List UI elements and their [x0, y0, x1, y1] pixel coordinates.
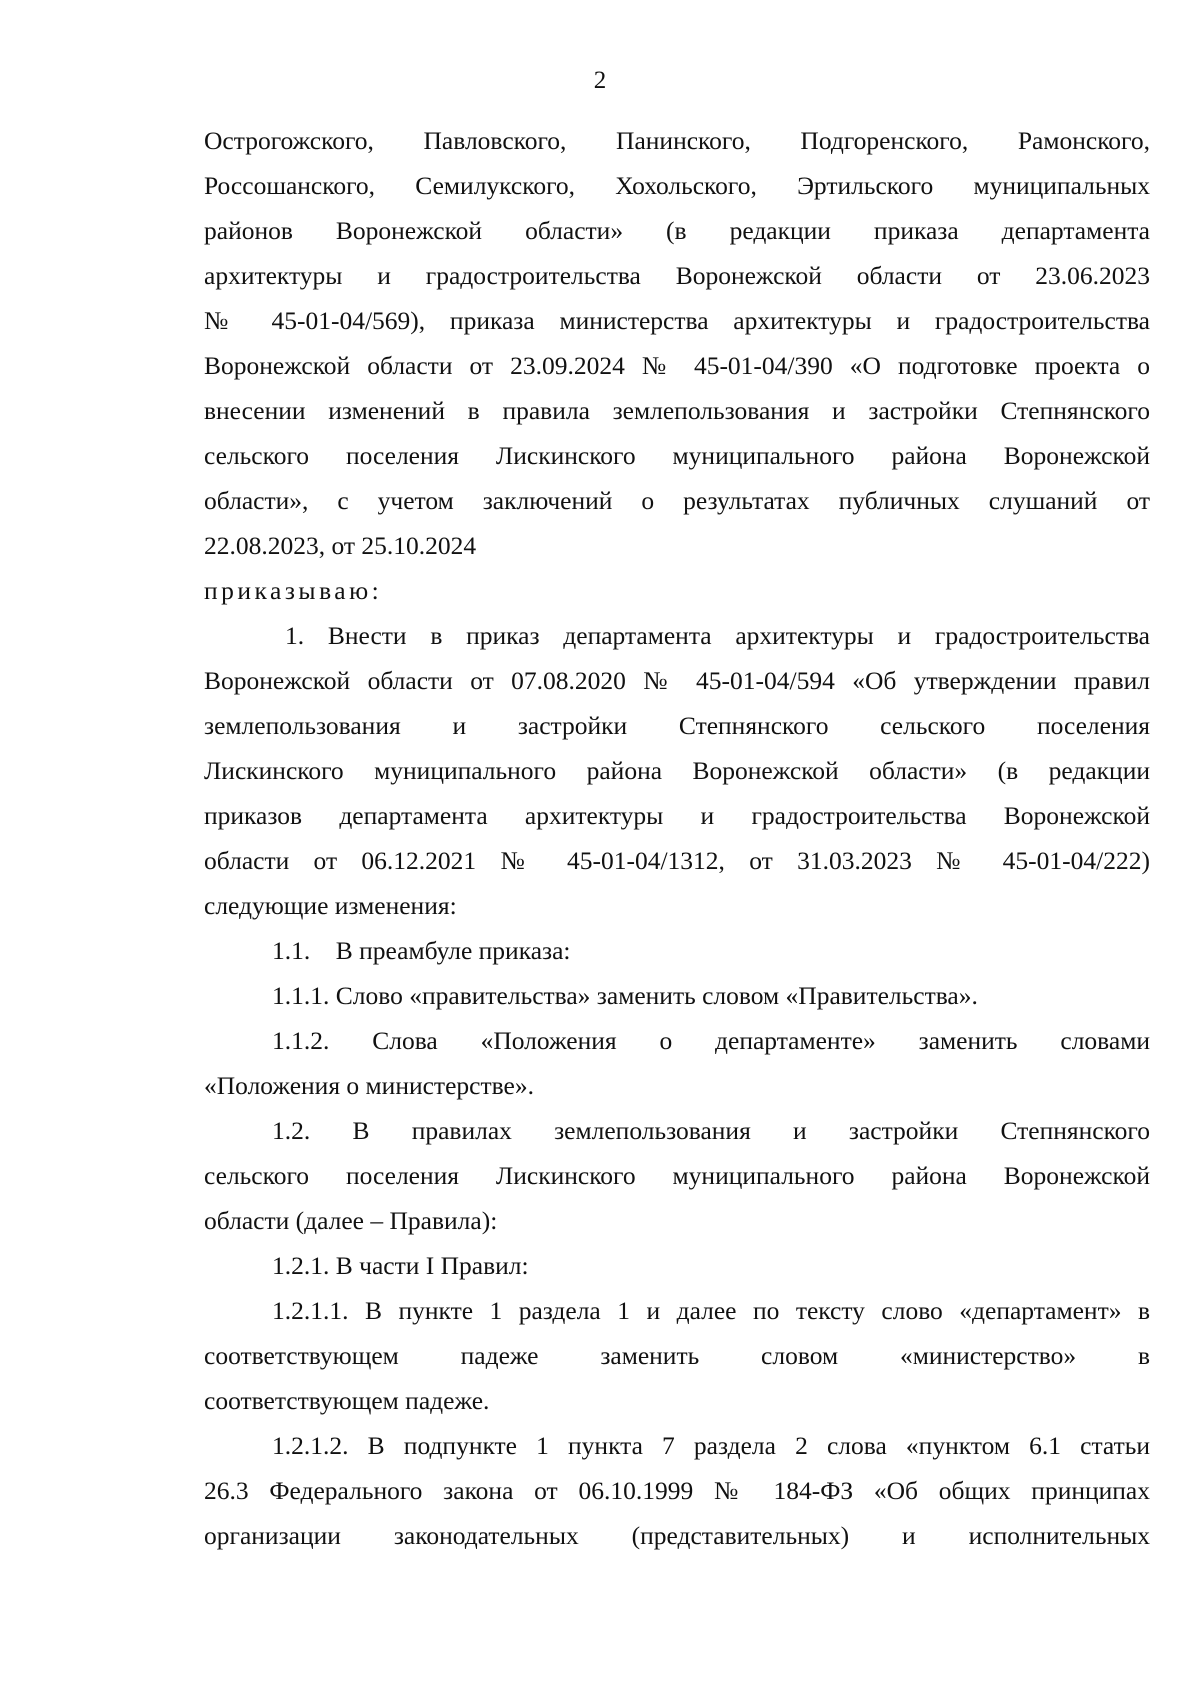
text-line: архитектуры и градостроительства Воронежской области от 23.06.2023 — [204, 261, 1150, 290]
text-line: № 45-01-04/569), приказа министерства архитектуры и градостроительства — [204, 306, 1150, 335]
item-1-1-2: 1.1.2. Слова «Положения о департаменте» заменить словами — [272, 1026, 1150, 1055]
text-line: организации законодательных (представительных) и исполнительных — [204, 1521, 1150, 1550]
item-1-2-1: 1.2.1. В части I Правил: — [272, 1251, 529, 1280]
text-line: области от 06.12.2021 № 45-01-04/1312, от 31.03.2023 № 45-01-04/222) — [204, 846, 1150, 875]
text-line: соответствующем падеже. — [204, 1386, 490, 1415]
text-line: Лискинского муниципального района Воронежской области» (в редакции — [204, 756, 1150, 785]
order-keyword: приказываю: — [204, 576, 383, 605]
text-line: области (далее – Правила): — [204, 1206, 498, 1235]
text-line: сельского поселения Лискинского муниципального района Воронежской — [204, 1161, 1150, 1190]
text-line: сельского поселения Лискинского муниципального района Воронежской — [204, 441, 1150, 470]
text-line: следующие изменения: — [204, 891, 457, 920]
item-1-2: 1.2. В правилах землепользования и застройки Степнянского — [272, 1116, 1150, 1145]
text-line: Россошанского, Семилукского, Хохольского, Эртильского муниципальных — [204, 171, 1150, 200]
page-number: 2 — [593, 67, 607, 94]
paragraph-1-start: 1. Внести в приказ департамента архитектуры и градостроительства — [285, 621, 1150, 650]
text-line: области», с учетом заключений о результатах публичных слушаний от — [204, 486, 1150, 515]
item-1-2-1-2: 1.2.1.2. В подпункте 1 пункта 7 раздела 2 слова «пунктом 6.1 статьи — [272, 1431, 1150, 1460]
text-line: районов Воронежской области» (в редакции приказа департамента — [204, 216, 1150, 245]
item-1-1: 1.1. В преамбуле приказа: — [272, 936, 571, 965]
text-line: «Положения о министерстве». — [204, 1071, 534, 1100]
text-line: Острогожского, Павловского, Панинского, Подгоренского, Рамонского, — [204, 126, 1150, 155]
item-1-1-1: 1.1.1. Слово «правительства» заменить словом «Правительства». — [272, 981, 978, 1010]
item-1-2-1-1: 1.2.1.1. В пункте 1 раздела 1 и далее по тексту слово «департамент» в — [272, 1296, 1150, 1325]
text-line: 22.08.2023, от 25.10.2024 — [204, 531, 477, 560]
text-line: внесении изменений в правила землепользования и застройки Степнянского — [204, 396, 1150, 425]
text-line: 26.3 Федерального закона от 06.10.1999 № 184-ФЗ «Об общих принципах — [204, 1476, 1150, 1505]
text-line: Воронежской области от 07.08.2020 № 45-01-04/594 «Об утверждении правил — [204, 666, 1150, 695]
text-line: Воронежской области от 23.09.2024 № 45-01-04/390 «О подготовке проекта о — [204, 351, 1150, 380]
text-line: приказов департамента архитектуры и градостроительства Воронежской — [204, 801, 1150, 830]
text-line: соответствующем падеже заменить словом «министерство» в — [204, 1341, 1150, 1370]
text-line: землепользования и застройки Степнянского сельского поселения — [204, 711, 1150, 740]
